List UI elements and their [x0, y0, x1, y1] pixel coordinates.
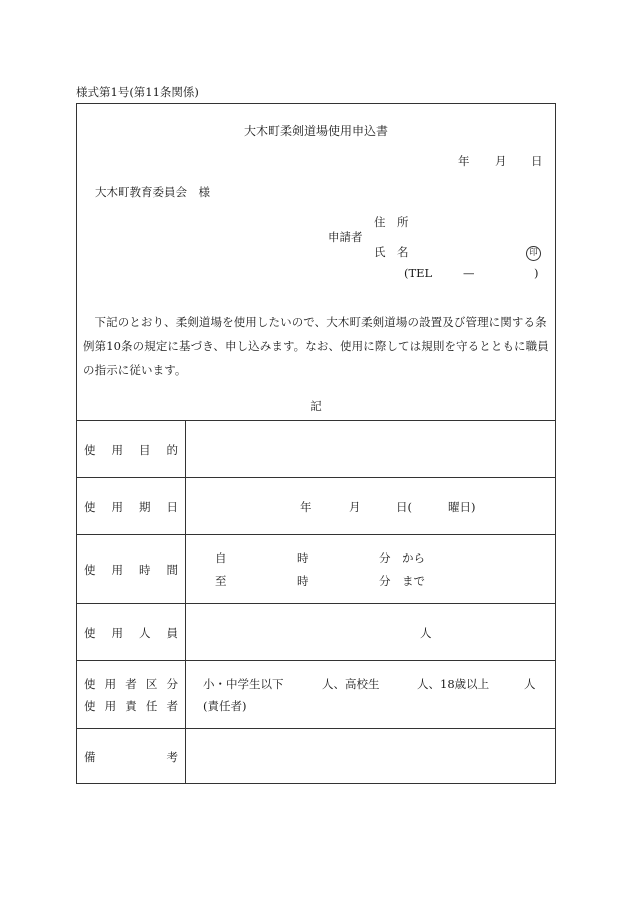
application-form [76, 103, 556, 784]
category-adult-unit: 人 [524, 677, 536, 691]
row-divider [77, 534, 555, 535]
time-from-suffix: から [402, 551, 425, 565]
row-divider [77, 477, 555, 478]
time-label: 使 用 時 間 [84, 563, 178, 577]
application-body-text: 下記のとおり、柔剣道場を使用したいので、大木町柔剣道場の設置及び管理に関する条例第10条の規定に基づき、申し込みます。なお、使用に際しては規則を守るとともに職員の指示に従います。 [83, 315, 549, 377]
date-month-label: 月 [495, 154, 507, 168]
seal-icon: 印 [526, 246, 541, 261]
period-weekday: 曜日) [448, 500, 476, 514]
category-high-school: 人、高校生 [322, 677, 380, 691]
row-divider [77, 728, 555, 729]
time-to-suffix: まで [402, 574, 425, 588]
address-label: 住 所 [374, 215, 409, 229]
time-to: 至 [215, 574, 227, 588]
ki-heading: 記 [310, 399, 322, 413]
time-from: 自 [215, 551, 227, 565]
name-label: 氏 名 [374, 245, 409, 259]
form-title: 大木町柔剣道場使用申込書 [243, 124, 388, 138]
date-day-label: 日 [531, 154, 543, 168]
form-number-label: 様式第1号(第11条関係) [76, 85, 199, 99]
tel-dash: — [463, 266, 475, 280]
time-field[interactable] [187, 536, 555, 601]
purpose-field[interactable] [187, 422, 555, 475]
period-label: 使 用 期 日 [84, 500, 178, 514]
row-divider [77, 660, 555, 661]
people-unit: 人 [420, 626, 432, 640]
date-year-label: 年 [458, 154, 470, 168]
row-divider [77, 420, 555, 421]
category-label: 使 用 者 区 分 [84, 677, 178, 691]
time-from-hour: 時 [297, 551, 309, 565]
seal-mark [526, 244, 541, 261]
time-from-min: 分 [379, 551, 391, 565]
purpose-label: 使 用 目 的 [84, 443, 178, 457]
remarks-field[interactable] [187, 730, 555, 782]
period-day: 日( [396, 500, 412, 514]
responsible-person: (責任者) [203, 699, 247, 713]
tel-close: ) [534, 266, 539, 280]
period-year: 年 [300, 500, 312, 514]
tel-open: (TEL [404, 266, 433, 280]
column-divider [185, 420, 186, 784]
period-field[interactable] [187, 479, 555, 532]
applicant-label: 申請者 [328, 230, 363, 244]
people-label: 使 用 人 員 [84, 626, 178, 640]
time-to-hour: 時 [297, 574, 309, 588]
category-elementary: 小・中学生以下 [203, 677, 284, 691]
people-field[interactable] [187, 605, 555, 658]
period-month: 月 [349, 500, 361, 514]
responsible-label: 使 用 責 任 者 [84, 699, 178, 713]
category-field[interactable] [187, 662, 555, 726]
category-adult: 人、18歳以上 [417, 677, 490, 691]
row-divider [77, 603, 555, 604]
time-to-min: 分 [379, 574, 391, 588]
addressee: 大木町教育委員会 様 [95, 185, 210, 199]
remarks-label: 備 考 [84, 750, 178, 764]
